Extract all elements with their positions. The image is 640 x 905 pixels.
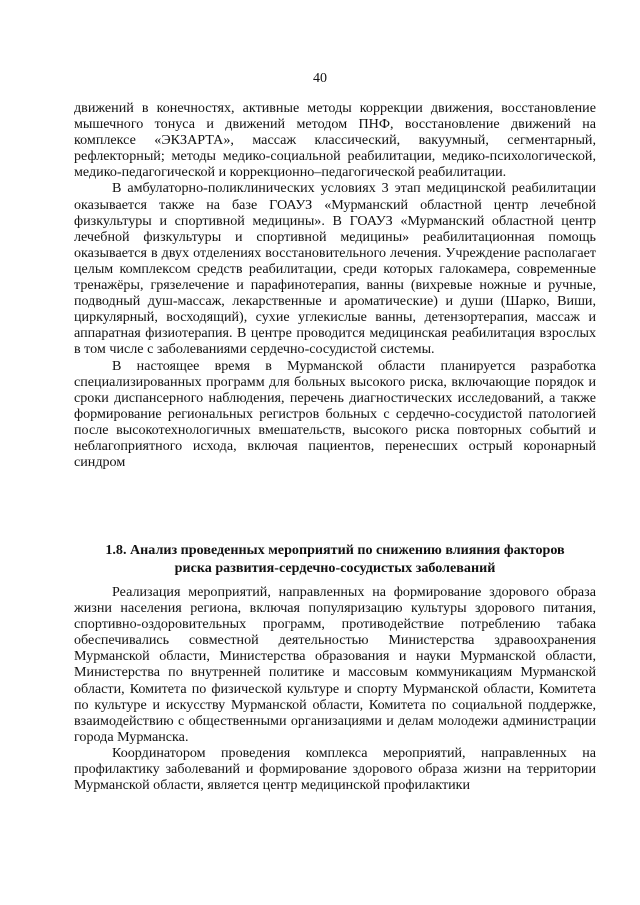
paragraph: Координатором проведения комплекса мероприятий, направленных на профилактику заболеваний и формирование здорового образа жизни на территории Мурманской области, является центр медицинской профилактики <box>74 744 596 794</box>
paragraph: движений в конечностях, активные методы коррекции движения, восстановление мышечного тонуса и движений методом ПНФ, восстановление движений на комплексе «ЭКЗАРТА», массаж классический, вакуумный, сегментарный, рефлекторный; методы медико-социальной реабилитации, медико-психологической, медико-педагогической и коррекционно–педагогической реабилитации. <box>74 100 596 181</box>
paragraph: В амбулаторно-поликлинических условиях 3 этап медицинской реабилитации оказывается также на базе ГОАУЗ «Мурманский областной центр лечебной физкультуры и спортивной медицины». В ГОАУЗ «Мурманский областной центр лечебной физкультуры и спортивной медицины» реабилитационная помощь оказывается в двух отделениях восстановительного лечения. Учреждение располагает целым комплексом средств реабилитации, среди которых галокамера, современные тренажёры, грязелечение и парафинотерапия, ванны (вихревые ножные и ручные, подводный душ-массаж, лекарственные и ароматические) и души (Шарко, Виши, циркулярный, восходящий), сухие углекислые ванны, детензортерапия, массаж и аппаратная физиотерапия. В центре проводится медицинская реабилитация взрослых в том числе с заболеваниями сердечно-сосудистой системы. <box>74 180 596 358</box>
section-heading-line-1: 1.8. Анализ проведенных мероприятий по снижению влияния факторов <box>105 542 565 558</box>
page-number: 40 <box>313 71 327 86</box>
body-text-block-2 <box>74 584 596 793</box>
body-text-block-1 <box>74 100 596 470</box>
section-heading <box>74 541 596 577</box>
paragraph: В настоящее время в Мурманской области планируется разработка специализированных программ для больных высокого риска, включающие порядок и сроки диспансерного наблюдения, перечень диагностических исследований, а также формирование региональных регистров больных с сердечно-сосудистой патологией после высокотехнологичных вмешательств, высокого риска повторных событий и неблагоприятного исхода, включая пациентов, перенесших острый коронарный синдром <box>74 357 596 471</box>
paragraph: Реализация мероприятий, направленных на формирование здорового образа жизни населения региона, включая популяризацию культуры здорового питания, спортивно-оздоровительных программ, противодействие потреблению табака обеспечивались совместной деятельностью Министерства здравоохранения Мурманской области, Министерства образования и науки Мурманской области, Министерства по внутренней политике и массовым коммуникациям Мурманской области, Комитета по физической культуре и спорту Мурманской области, Комитета по культуре и искусству Мурманской области, Комитета по социальной поддержке, взаимодействию с общественными организациями и делам молодежи администрации города Мурманска. <box>74 584 596 745</box>
section-heading-line-2: риска развития-сердечно-сосудистых заболеваний <box>174 560 496 576</box>
